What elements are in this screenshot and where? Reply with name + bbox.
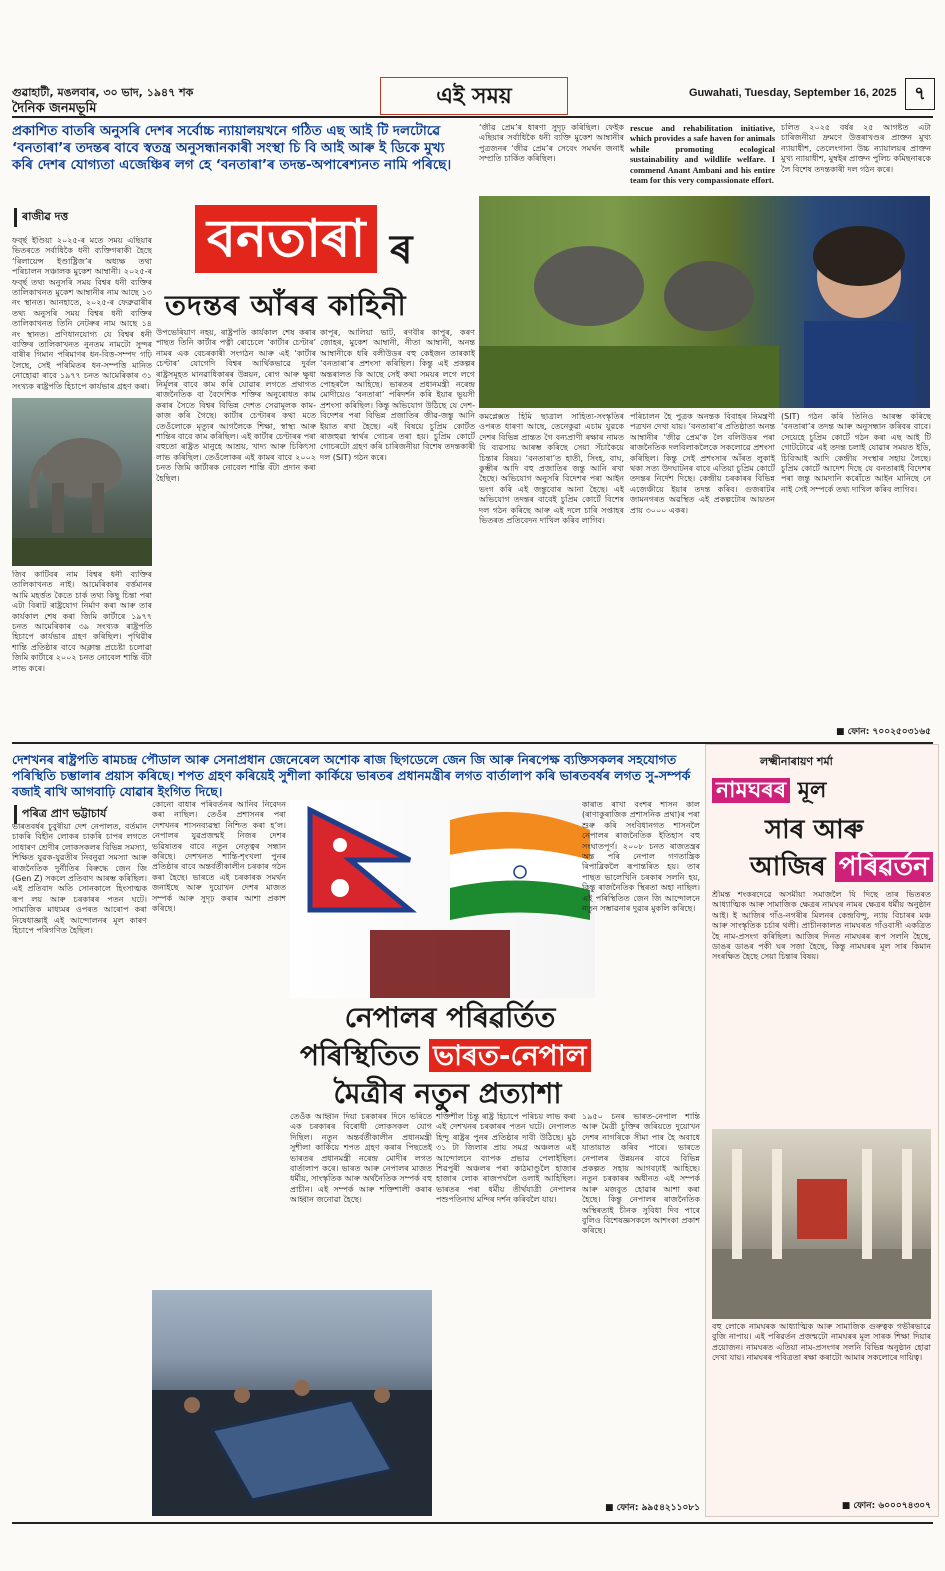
header-date-right: Guwahati, Tuesday, September 16, 2025 (689, 87, 897, 99)
header-rule (12, 116, 933, 118)
side-headline-line2: সাৰ আৰু (765, 815, 864, 845)
footer-rule (12, 1522, 933, 1524)
header-date-left: গুৱাহাটী, মঙলবাৰ, ৩০ ভাদ, ১৯৪৭ শক (12, 86, 194, 99)
nepal-col1: ভাৰতবৰ্ষৰ চুবুৰীয়া দেশ নেপালত, বৰ্তমান চাকৰি বিহীন লোকৰ চাকৰি চাপৰ লগতে সাধাৰণ শ্ৰেণীৰ লোকসকলৰ বিভিন্ন সমস্যা, শিক্ষিত যুৱক-যুৱতীৰ নিবনুৱা সমস্যা আৰু ৰাজনৈতিক দুৰ্নীতিৰ বিৰুদ্ধে জেন জি (Gen Z) সকলে প্ৰতিবাদ আৰম্ভ কৰিছিল। এই প্ৰতিবাদ অতি সোনকালে হিংসাত্মক ৰূপ লয় আৰু চৰকাৰৰ পতন ঘটে। সামাজিক মাধ্যমৰ ওপৰত আৰোপ কৰা নিষেধাজ্ঞাই এই আন্দোলনৰ মূল কাৰণ হিচাপে পৰিগণিত হৈছিল। (12, 822, 147, 936)
page-number: ৭ (905, 78, 935, 110)
lead-col4-quote: ‘জীৱ প্ৰেম’ৰ ধাৰণা সুদৃঢ় কৰিছিল। ফেইক এছিয়াৰ সৰ্বাধিকৈ ধনী ব্যক্তি মুকেশ আম্বানীৰ পুত্ৰজনৰ ‘জীৱ প্ৰেম’ৰ সেবেং সমৰ্থন জনাই সম্প্ৰতি চাৰ্কিত কৰিছিল। (479, 123, 624, 164)
side-body: শ্ৰীমন্ত শংকৰদেৱে অসমীয়া সমাজলৈ যি দিছে তাৰ ভিতৰত আধ্যাত্মিক আৰু সামাজিক ক্ষেত্ৰৰ নামঘৰ নামৰ ক্ষেত্ৰৰ ধৰ্মীয় অনুষ্ঠান আই। ই আজিৰ গাঁও-নগৰীৰ মিলনৰ কেন্দ্ৰবিন্দু, ন্যায় বিচাৰৰ মঞ্চ আৰু সাংস্কৃতিক চৰ্চাৰ থলী। প্ৰাচীনকালত নামঘৰত গাঁওবাসী একত্ৰিত হৈ নাম-প্ৰসংগ কৰিছিল। আজিৰ দিনত নামঘৰৰ ৰূপ সলনি হৈছে, ডাঙৰ ডাঙৰ পকী ঘৰ সজা হৈছে, কিন্তু নামঘৰৰ মূল সাৰ কিমান সংৰক্ষিত হৈছে সেয়া চিন্তাৰ বিষয়। (712, 890, 931, 962)
nepal-col4: শক্তিশীল চিন্তু ৰাষ্ট্ৰ হিচাপে পৰিচয় লাভ কৰা এই দেশখনৰ চৰকাৰৰ পতন ঘটে। নেপালত হিন্দু ৰাষ্ট্ৰৰ পুনৰ প্ৰতিষ্ঠাৰ দাবী উঠিছে। মুঠ ৩১ টা জিলাৰ প্ৰায় সমগ্ৰ অঞ্চলত এই আন্দোলনে ব্যাপক প্ৰভাৱ পেলাইছিল। শিৱপুৰী অঞ্চলৰ পৰা কাঠমাণ্ডুলৈ হাজাৰ হাজাৰ লোক ৰাজপথলৈ ওলাই আহিছিল। ভাৰতৰ পৰা ধৰ্মীয় তীৰ্থযাত্ৰী নেপালৰ পশুপতিনাথ মন্দিৰ দৰ্শন কৰিবলৈ যায়। (436, 1112, 576, 1205)
nepal-byline: পৰিত্ৰ প্ৰাণ ভট্টাচাৰ্য (14, 805, 106, 824)
lead-photo-caption: জিব কাটিবৰ নাম বিশ্বৰ ধনী ব্যক্তিৰ তালিকাখনত নাই। আমেৰিকাৰ বৰ্ত্তমানৰ আমি মহৰ্ত্তত কৈতে চাৰ্ক তথ্য কিছু চিন্তা পৰা এটা বিৰাট ৰাষ্ট্ৰযোগ নিৰ্মাণ কৰা আৰু তাৰ কাৰ্যকাল শেষ কৰা জিমি কাৰ্টাৰে ১৯৭৭ চনত আমেৰিকাৰ ৩৯ সংখ্যক ৰাষ্ট্ৰপতি হিচাপে কাৰ্যভাৰ গ্ৰহণ কৰিছিল। পৃথিৱীৰ শান্তি প্ৰতিষ্ঠাৰ বাবে অক্লান্ত প্ৰচেষ্টা চলোৱা জিমি কাৰ্টাৰে ২০০২ চনত নোবেল শান্তি বঁটা লাভ কৰে। (12, 570, 152, 673)
lead-col5-quote: rescue and rehabilitation initiative, which provides a safe haven for animals while promoting ecological sustainability and wildlife welfare. I commend Anant Ambani and his entire team for this very compassionate effort. (630, 123, 775, 186)
lead-col1: ফৰ্ব্ছ ইণ্ডিয়া ২০২৫-ৰ মতে সময় এছিয়াৰ ভিতৰতে সৰ্বাধিকৈ ধনী ব্যক্তিগৰাকী হৈছে ‘ৰিলায়েন্স ইণ্ডাষ্ট্ৰিজ’ৰ অধ্যক্ষ তথা পৰিচালন সঞ্চালক মুকেশ আম্বানী। ২০২৫-ৰ ফৰ্ব্ছ তথ্য অনুসৰি সময় বিশ্বৰ ধনী ব্যক্তিৰ তালিকাখনত মুকেশ আম্বানীৰ নাম আছে ১৩ নং স্থানত। আনহাতে, ২০২৫-ৰ ফেব্ৰুৱাৰীৰ তথ্য অনুসৰি সময় বিশ্বৰ ধনী ব্যক্তিৰ তালিকাখনত তিনি নেটৰুৰ নাম আছে ১৪ নং স্থানত। প্ৰণিধানযোগ্য যে বিশ্বৰ ধনী ব্যক্তিৰ তালিকাখনত নুনতম নামটো সুন্দৰ বাৰীৰ গিমান পৰিমাণৰ ধন-বিত্ত-সম্পদ গঢ়ি লৈছে, সেই পৰিমিতৰ ধন-সম্পত্তি মানিত নোহোৱা ৰাবে ১৯৭৭ চনত আমেৰিকাৰ ৩১ সংখ্যক ৰাষ্ট্ৰপতি হিচাপে কাৰ্যভাৰ গ্ৰহণ কৰা। (12, 236, 152, 391)
side-headline-plain1: মূল (790, 778, 827, 803)
nepal-headline-red: ভাৰত-নেপাল (429, 1039, 590, 1072)
side-headline-mag1: নামঘৰৰ (712, 778, 790, 803)
nepal-headline-line1: নেপালৰ পৰিৱৰ্তিত (344, 1001, 556, 1034)
anant-elephants-photo (479, 196, 930, 408)
lead-byline: ৰাজীৱ দত্ত (14, 208, 68, 227)
lead-headline-suffix: ৰ (390, 227, 413, 273)
nepal-india-flags-image (290, 800, 595, 998)
lead-col3: কাপূৰ, আলিয়া ভাট, ৰণবীৰ কাপুৰ, কৰণ জোহৰ, মুকেশ আম্বানী, নীতা আম্বানী, অনন্ত আম্বানীকে ধৰি বলীউডৰ বহু কেইজন তাৰকাই ‘বনতাৰা’ৰ প্ৰশংসা কৰিছিল। কিন্তু এই প্ৰকল্পৰ অন্তৰালত কি আছে সেই কথা সময়ৰ লগে লগে পোহৰলৈ আহিছে। ভাৰতৰ প্ৰধানমন্ত্ৰী নৰেন্দ্ৰ মোদীয়েও ‘বনতাৰা’ পৰিদৰ্শন কৰি ইয়াৰ ভূয়সী প্ৰশংসা কৰিছিল। কিন্তু অভিযোগ উঠিছে যে দেশ-বিদেশৰ পৰা বিভিন্ন প্ৰজাতিৰ জীৱ-জন্তু আনি ইয়াত ৰখা হৈছে। এই বিষয়ে চুপ্ৰিম কোৰ্টত ৰাজহুৱা স্বাৰ্থৰ গোচৰ তৰা হয়। চুপ্ৰিম কোৰ্টে গোচৰটো গ্ৰহণ কৰি চাৰিজনীয়া বিশেষ তদন্তকাৰী দল (SIT) গঠন কৰে। (320, 328, 475, 462)
nepal-headline-plain: পৰিস্থিতিত (300, 1039, 430, 1072)
lead-col6-top: চলিত ২০২৫ বৰ্ষৰ ২৫ আগষ্টত এটা চাৰিজনীয়া দ্ৰুমণে উত্তৰাখণ্ডৰ প্ৰাক্তন মুখ্য ন্যায়াধীশ, তেলেংগানা উচ্চ ন্যায়ালয়ৰ প্ৰাক্তন মুখ্য ন্যায়াধীশ, মুম্বইৰ প্ৰাক্তন পুলিচ কমিছনাৰকে লৈ বিশেষ তদন্তকাৰী দল গঠন কৰে। (781, 123, 931, 174)
lead-phone: ■ ফোন: ৭০০২৫০৩১৬৫ (835, 727, 931, 737)
nepal-headline-line3: মৈত্ৰীৰ নতুন প্ৰত্যাশা (333, 1077, 562, 1110)
side-body2: বহু লোকে নামঘৰক আধ্যাত্মিক আৰু সামাজিক গুৰুত্বক গভীৰভাৱে বুজি নাপায়। এই পৰিৱৰ্তন প্ৰজন্মটো নামঘৰৰ মূল সাৰক শিক্ষা দিয়াৰ প্ৰয়োজন। নামঘৰত এতিয়া নাম-প্ৰসংগৰ সলনি বিভিন্ন অনুষ্ঠান হোৱা দেখা যায়। নামঘৰৰ পবিত্ৰতা ৰক্ষা কৰাটো আমাৰ সকলোৰে দায়িত্ব। (712, 1322, 931, 1363)
nepal-col6: ১৯৫০ চনৰ ভাৰত-নেপাল শান্তি আৰু মৈত্ৰী চুক্তিৰ জৰিয়তে দুয়োখন দেশৰ নাগৰিকে সীমা পাৰ হৈ অবাধে যাতায়াত কৰিব পাৰে। ভাৰতে নেপালৰ উন্নয়নৰ বাবে বিভিন্ন প্ৰকল্পত সহায় আগবঢ়াই আহিছে। নতুন চৰকাৰৰ অধীনত এই সম্পৰ্ক আৰু মজবুত হোৱাৰ আশা কৰা হৈছে। কিন্তু নেপালৰ ৰাজনৈতিক অস্থিৰতাই চীনক সুবিধা দিব পাৰে বুলিও বিশেষজ্ঞসকলে আশংকা প্ৰকাশ কৰিছে। (582, 1112, 700, 1236)
nepal-intro: দেশখনৰ ৰাষ্ট্ৰপতি ৰামচন্দ্ৰ পৌডাল আৰু সেনাপ্ৰধান জেনেৰেল অশোক ৰাজ ছিগডেলে জেন জি আৰু নিৰপেক্ষ ব্যক্তিসকলৰ সহযোগত পৰিস্থিতি চম্ভালাৰ প্ৰয়াস কৰিছে। শপত গ্ৰহণ কৰিয়েই সুশীলা কাৰ্কিয়ে ভাৰতৰ প্ৰধানমন্ত্ৰীৰ লগত বাৰ্তালাপ কৰি ভাৰতবৰ্ষৰ লগত সু-সম্পৰ্ক বজাই ৰাখি আগবাঢ়ি যোৱাৰ ইংগিত দিছে। (12, 752, 691, 799)
side-byline: লক্ষ্মীনাৰায়ণ শৰ্মা (760, 755, 833, 768)
lead-intro: প্ৰকাশিত বাতৰি অনুসৰি দেশৰ সৰ্বোচ্চ ন্যায়ালয়খনে গঠিত এছ আই টি দলটোৱে ‘বনতাৰা’ৰ তদন্তৰ বাবে স্বতন্ত্ৰ অনুসন্ধানকাৰী সংস্থা চি বি আই আৰু ই ডিকে মুখ্য কৰি দেশৰ যোগ্যতা এজেঞ্চিৰ লগ হে ‘বনতাৰা’ৰ তদন্ত-অপাৰেশ্যনত নামি পৰিছে। (12, 123, 452, 173)
nepal-protest-photo (152, 1290, 432, 1516)
lead-col-b3: (SIT) গঠন কৰি তিনিও আৰম্ভ কৰিছে ‘বনতাৰা’ৰ তদন্ত আৰু অনুসন্ধান কৰিবৰ বাবে। সেয়েহে চুপ্ৰিম কোৰ্টে গঠন কৰা এছ আই টি গোটটোৱে এই তদন্ত চলাই যোৱাৰ সময়ত ইডি, চিবিআই আদি কেন্দ্ৰীয় সংস্থাৰ সহায় লৈছে। চুপ্ৰিম কোৰ্টে আদেশ দিছে যে বনতাৰাই বিদেশৰ পৰা জন্তু আমদানি কৰোঁতে আইন মানিছে নে নাই সেই সম্পৰ্কে তথ্য দাখিল কৰিব লাগিব। (781, 412, 931, 494)
nepal-col3: তেওঁক আহ্বান দিয়া চৰকাৰৰ দিনে ভৰিতে এক চৰকাৰৰ বিৰোধী লোকসকল যোগ দিছিল। নতুন অন্তৰ্বৰ্তীকালীন প্ৰধানমন্ত্ৰী সুশীলা কাৰ্কিয়ে শপত গ্ৰহণ কৰাৰ পিছতেই ভাৰতৰ প্ৰধানমন্ত্ৰী নৰেন্দ্ৰ মোদীৰ লগত বাৰ্তালাপ কৰে। ভাৰত আৰু নেপালৰ মাজত ধৰ্মীয়, সাংস্কৃতিক আৰু অৰ্থনৈতিক সম্পৰ্ক বহু প্ৰাচীন। এই সম্পৰ্ক আৰু শক্তিশালী কৰাৰ আহ্বান জনোৱা হৈছে। (290, 1112, 432, 1205)
elephant-photo (12, 398, 152, 566)
side-headline-line1 (712, 773, 826, 810)
lead-headline-sub: তদন্তৰ আঁৰৰ কাহিনী (165, 289, 407, 322)
lead-col-b2: পৰিচালন হৈ পুত্ৰক অনন্তক বিবাহৰ নিমন্ত্ৰণী পত্ৰখন দেখা যায়। ‘বনতাৰা’ৰ প্ৰতিষ্ঠাতা অনন্ত আম্বানীৰ ‘জীৱ প্ৰেম’ক লৈ বলিউডৰ পৰা ৰাজনৈতিক দলবিলাকলৈকে সকলোৱে প্ৰশংসা কৰিছিল। কিন্তু সেই প্ৰশংসাৰ আঁৰত লুকাই থকা সত্য উদঘাটনৰ বাবে এতিয়া চুপ্ৰিম কোৰ্টে তদন্তৰ নিৰ্দেশ দিছে। কেন্দ্ৰীয় চৰকাৰৰ বিভিন্ন এজেঞ্চীয়ে ইয়াৰ তদন্ত কৰিব। গুজৰাটৰ জামনগৰত অৱস্থিত এই প্ৰকল্পটোৰ আয়তন প্ৰায় ৩০০০ একৰ। (630, 412, 775, 515)
namghar-photo (712, 1129, 931, 1319)
lead-col-b1: কমপ্লেক্সত হিমি ছাত্ৰাল সাহিত্য-সংস্কৃতিৰ ওপৰত ধাৰণা আছে, তেনেকুৱা এচাম যুৱকে দেশৰ বিভিন্ন প্ৰান্তত গৈ বন্যপ্ৰাণী ৰক্ষাৰ নামত যি ব্যৱসায় আৰম্ভ কৰিছে সেয়া সঁচাকৈয়ে চিন্তাৰ বিষয়। ‘বনতাৰা’ত হাতী, সিংহ, বাঘ, কুম্ভীৰ আদি বহু প্ৰজাতিৰ জন্তু আনি ৰখা হৈছে। অভিযোগ অনুসৰি বিদেশৰ পৰা আইন ভংগ কৰি এই জন্তুবোৰ আনা হৈছে। এই অভিযোগ তদন্তৰ বাবেই চুপ্ৰিম কোৰ্টে বিশেষ দল গঠন কৰিছে আৰু এই দলে চাৰি সপ্তাহৰ ভিতৰত প্ৰতিবেদন দাখিল কৰিব লাগিব। (479, 412, 624, 526)
side-headline-mag3: পৰিৱৰ্তন (835, 852, 933, 882)
lead-col2: উপভেৰিয়াণ নহয়, ৰাষ্ট্ৰপতি কাৰ্যকাল শেষ কৰাৰ পাছত তিনি কাৰ্টাৰ পত্নী ৰোচেলে ‘কাৰ্টাৰ চেণ্টাৰ’ নামৰ এক বেচৰকাৰী সংগঠন আৰু এই ‘কাৰ্টাৰ চেণ্টাৰ’ যোগেদি বিশ্বৰ আৰ্থিকভাৱে দুৰ্বল ৰাষ্ট্ৰসমূহত মানৱাধিকাৰৰ উন্নয়ন, ৰোগ আৰু ক্ষুধা নিৰ্মূলৰ বাবে কাম কৰি যোৱাৰ লগতে প্ৰথাগত ৰাজনৈতিক বা বৈদেশিক শক্তিৰ অনুৰোধত কাম কৰাৰ সৈতে বিশ্বৰ বিভিন্ন দেশত সেৱামূলক কাম-কাজ কৰি গৈছে। কাৰ্টাৰ চেণ্টাৰৰ কথা মতে তেওঁলোকে মৃত্যুৰ আগলৈকে শিক্ষা, স্বাস্থ্য আৰু শান্তিৰ বাবে কাম কৰিছিল। এই কাৰ্টাৰ চেণ্টাৰৰ পৰা বহুতো ৰাষ্ট্ৰত মানুহে আশ্ৰয়, খাদ্য আৰু চিকিৎসা লাভ কৰিছিল। তেওঁলোকৰ এই কামৰ বাবে ২০০২ চনত জিমি কাৰ্টাৰক নোবেল শান্তি বঁটা প্ৰদান কৰা হৈছিল। (156, 328, 316, 483)
side-headline-plain3: আজিৰ (750, 852, 835, 882)
nepal-col5: কাৰাত ৰাখা বংশৰ শাসন কাল (ৰাণাকুৰাজিক প্ৰশাসনিক প্ৰথা)ৰ পৰা শুৰু কৰি সংবিধানগত শাসনলৈ নেপালৰ ৰাজনৈতিক ইতিহাস বহু সংঘাতপূৰ্ণ। ২০০৮ চনত ৰাজতন্ত্ৰৰ অন্ত পৰি নেপাল গণতান্ত্ৰিক ৰিপাব্লিকলৈ ৰূপান্তৰিত হয়। তাৰ পাছত ভালেখিনি চৰকাৰ সলনি হয়, কিন্তু ৰাজনৈতিক স্থিৰতা অহা নাছিল। এই পৰিস্থিতিত জেন জি আন্দোলনে নতুন সম্ভাৱনাৰ দুৱাৰ মুকলি কৰিছে। (582, 800, 700, 914)
nepal-col2: কোনো বাধাৰ পৰিবৰ্তনৰ আনিব নিবেদন কৰা নাছিল। তেওঁৰ প্ৰশাসনৰ পৰা দেশখনৰ শাসনব্যৱস্থা নিশ্চিত কৰা হ’ল। নেপালৰ যুৱপ্ৰজন্মই নিজৰ দেশৰ ভৱিষ্যতৰ বাবে নতুন নেতৃত্বৰ সন্ধান কৰিছে। দেশখনত শান্তি-শৃংখলা পুনৰ প্ৰতিষ্ঠাৰ বাবে অন্তৰ্বৰ্তীকালীন চৰকাৰ গঠন কৰা হৈছে। ভাৰতে এই চৰকাৰক সমৰ্থন জনাইছে আৰু দুয়োখন দেশৰ মাজত সম্পৰ্ক আৰু সুদৃঢ় কৰাৰ আশা প্ৰকাশ কৰিছে। (152, 800, 286, 914)
side-headline-line3 (750, 846, 933, 890)
side-phone: ■ ফোন: ৬০০০৭৪৩০৭ (841, 1501, 931, 1511)
newspaper-name: দৈনিক জনমভূমি (12, 101, 97, 116)
lead-headline-red: বনতাৰা (195, 205, 377, 273)
section-masthead: এই সময় (380, 77, 568, 115)
nepal-phone: ■ ফোন: ৯৯৫৪২১১০৮১ (604, 1503, 700, 1513)
